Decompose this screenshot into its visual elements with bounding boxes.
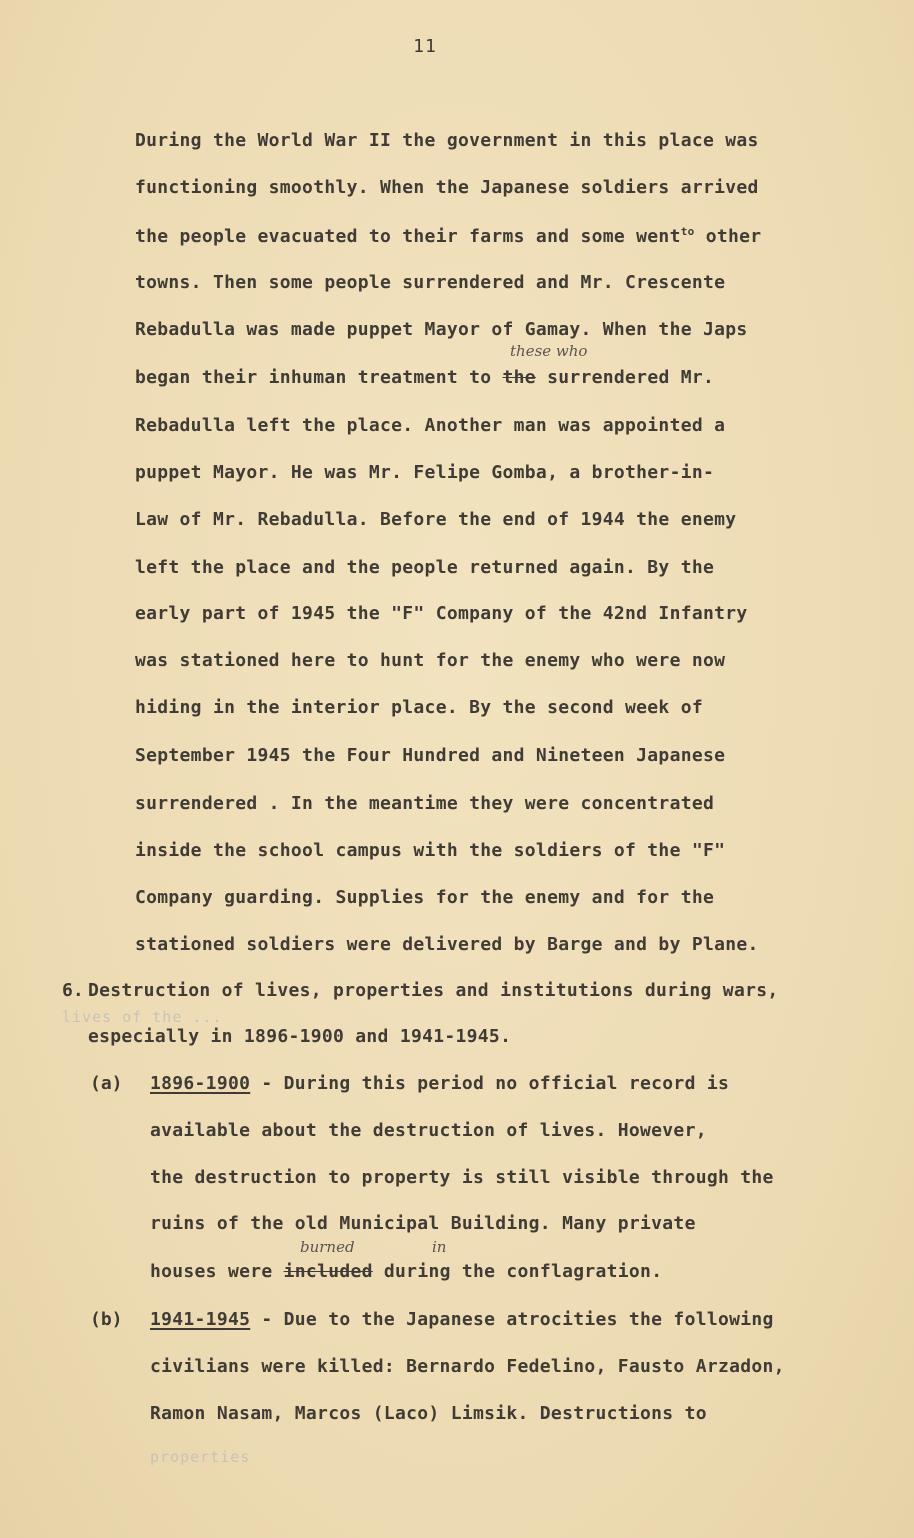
- text-line: inside the school campus with the soldiers of the "F": [135, 840, 726, 861]
- text-span: houses were: [150, 1261, 284, 1282]
- section-title-line: especially in 1896-1900 and 1941-1945.: [88, 1026, 512, 1047]
- text-line: [150, 1309, 774, 1330]
- text-line: During the World War II the government in this place was: [135, 130, 759, 151]
- section-title-line: Destruction of lives, properties and institutions during wars,: [88, 980, 779, 1001]
- subsection-label: (a): [90, 1073, 123, 1094]
- text-line: Law of Mr. Rebadulla. Before the end of 1944 the enemy: [135, 509, 737, 530]
- handwritten-annotation: these who: [510, 342, 588, 360]
- text-line: [150, 1073, 729, 1094]
- handwritten-annotation: in: [432, 1238, 447, 1256]
- text-span: the people evacuated to their farms and some went: [135, 226, 681, 247]
- faded-text: properties: [150, 1448, 251, 1466]
- text-span: began their inhuman treatment to: [135, 367, 503, 388]
- text-line: puppet Mayor. He was Mr. Felipe Gomba, a brother-in-: [135, 462, 715, 483]
- text-span: surrendered Mr.: [535, 367, 715, 388]
- text-line: [135, 225, 761, 247]
- section-number: 6.: [62, 980, 84, 1001]
- period-heading: 1941-1945: [150, 1309, 251, 1330]
- text-line: [150, 1261, 662, 1282]
- page-number: 11: [413, 36, 437, 57]
- text-line: Rebadulla was made puppet Mayor of Gamay. When the Japs: [135, 319, 748, 340]
- text-line: ruins of the old Municipal Building. Many private: [150, 1213, 696, 1234]
- text-span: other: [694, 226, 762, 247]
- text-span: - During this period no official record is: [250, 1073, 730, 1094]
- text-line: available about the destruction of lives. However,: [150, 1120, 707, 1141]
- text-line: surrendered . In the meantime they were concentrated: [135, 793, 715, 814]
- text-line: [135, 367, 714, 388]
- text-line: towns. Then some people surrendered and Mr. Crescente: [135, 272, 726, 293]
- text-span: during the conflagration.: [372, 1261, 663, 1282]
- text-line: September 1945 the Four Hundred and Nineteen Japanese: [135, 745, 726, 766]
- text-line: civilians were killed: Bernardo Fedelino, Fausto Arzadon,: [150, 1356, 785, 1377]
- text-span: - Due to the Japanese atrocities the following: [250, 1309, 774, 1330]
- struck-text: included: [283, 1261, 373, 1282]
- text-line: Company guarding. Supplies for the enemy and for the: [135, 887, 715, 908]
- text-line: functioning smoothly. When the Japanese soldiers arrived: [135, 177, 759, 198]
- text-line: the destruction to property is still visible through the: [150, 1167, 774, 1188]
- text-line: hiding in the interior place. By the second week of: [135, 697, 703, 718]
- text-line: left the place and the people returned again. By the: [135, 557, 715, 578]
- text-line: Ramon Nasam, Marcos (Laco) Limsik. Destructions to: [150, 1403, 707, 1424]
- handwritten-annotation: burned: [300, 1238, 355, 1256]
- text-line: was stationed here to hunt for the enemy who were now: [135, 650, 726, 671]
- faded-text: lives of the ...: [62, 1008, 223, 1026]
- caret-insert: to: [680, 225, 695, 238]
- struck-text: the: [502, 367, 536, 388]
- subsection-label: (b): [90, 1309, 123, 1330]
- text-line: stationed soldiers were delivered by Barge and by Plane.: [135, 934, 759, 955]
- text-line: Rebadulla left the place. Another man was appointed a: [135, 415, 726, 436]
- period-heading: 1896-1900: [150, 1073, 251, 1094]
- text-line: early part of 1945 the "F" Company of the 42nd Infantry: [135, 603, 748, 624]
